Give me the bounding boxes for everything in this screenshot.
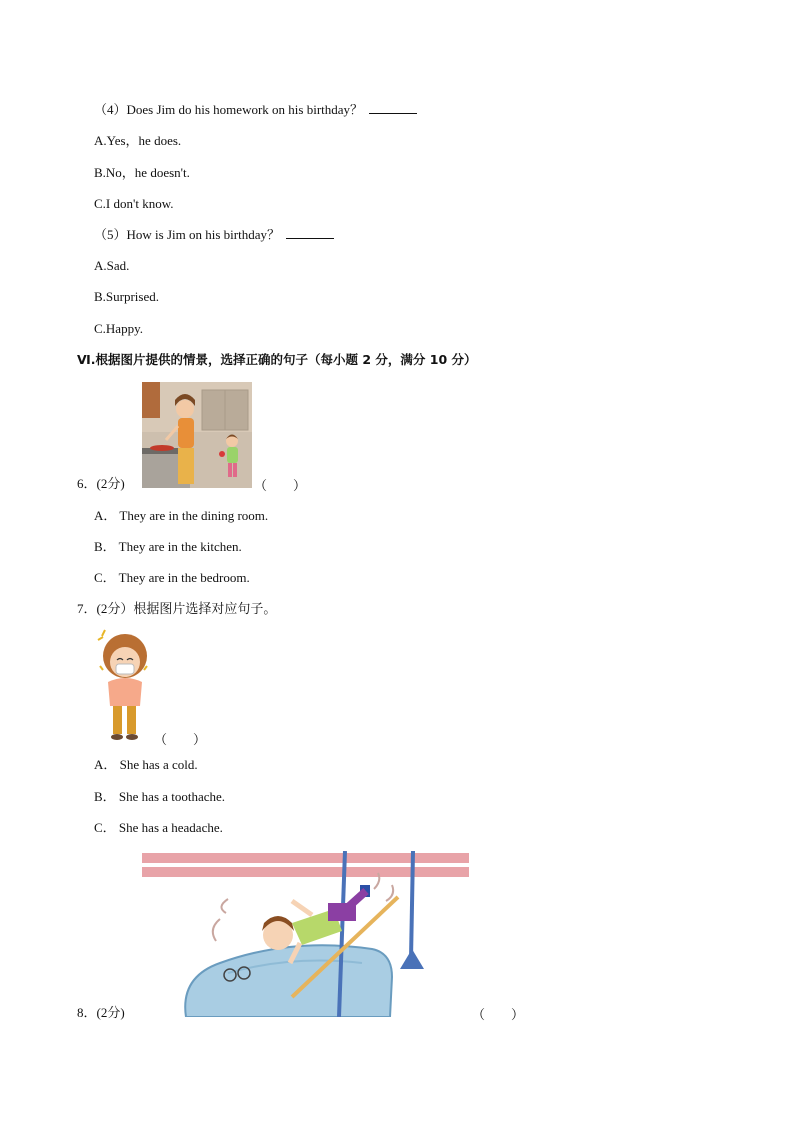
item6-option-c[interactable]: C． They are in the bedroom.	[94, 570, 250, 585]
girl-sneezing-image	[94, 626, 156, 742]
q5-option-b[interactable]: B.Surprised.	[94, 289, 159, 304]
item6-label: 6．(2分)	[77, 476, 125, 491]
q4-question	[94, 101, 417, 119]
q4-number: （4）	[94, 102, 127, 117]
item6-option-a[interactable]: A． They are in the dining room.	[94, 508, 269, 523]
item7-answer-paren[interactable]: （ ）	[154, 732, 207, 747]
item6-option-b[interactable]: B． They are in the kitchen.	[94, 539, 242, 554]
q4-text: Does Jim do his homework on his birthday？	[126, 102, 364, 117]
section-6-heading: Ⅵ.根据图片提供的情景，选择正确的句子（每小题 2 分，满分 10 分）	[77, 352, 477, 367]
q5-number: （5）	[94, 227, 127, 242]
q5-answer-blank[interactable]	[286, 226, 334, 239]
q4-option-b[interactable]: B.No，he doesn't.	[94, 165, 190, 180]
q5-option-a[interactable]: A.Sad.	[94, 258, 130, 273]
item6-answer-paren[interactable]: （ ）	[254, 478, 307, 493]
q5-question	[94, 226, 334, 244]
q5-text: How is Jim on his birthday？	[126, 227, 280, 242]
item8-label: 8．(2分)	[77, 1005, 125, 1020]
q4-option-c[interactable]: C.I don't know.	[94, 196, 174, 211]
item7-option-c[interactable]: C． She has a headache.	[94, 820, 223, 835]
q4-option-a[interactable]: A.Yes，he does.	[94, 133, 182, 148]
item7-option-a[interactable]: A． She has a cold.	[94, 757, 198, 772]
item7-option-b[interactable]: B． She has a toothache.	[94, 789, 226, 804]
kitchen-scene-image	[142, 382, 252, 488]
q5-option-c[interactable]: C.Happy.	[94, 321, 143, 336]
item8-answer-paren[interactable]: （ ）	[472, 1007, 525, 1022]
q4-answer-blank[interactable]	[369, 101, 417, 114]
high-jump-image	[142, 851, 469, 1017]
item7-label: 7．(2分）根据图片选择对应句子。	[77, 601, 277, 616]
